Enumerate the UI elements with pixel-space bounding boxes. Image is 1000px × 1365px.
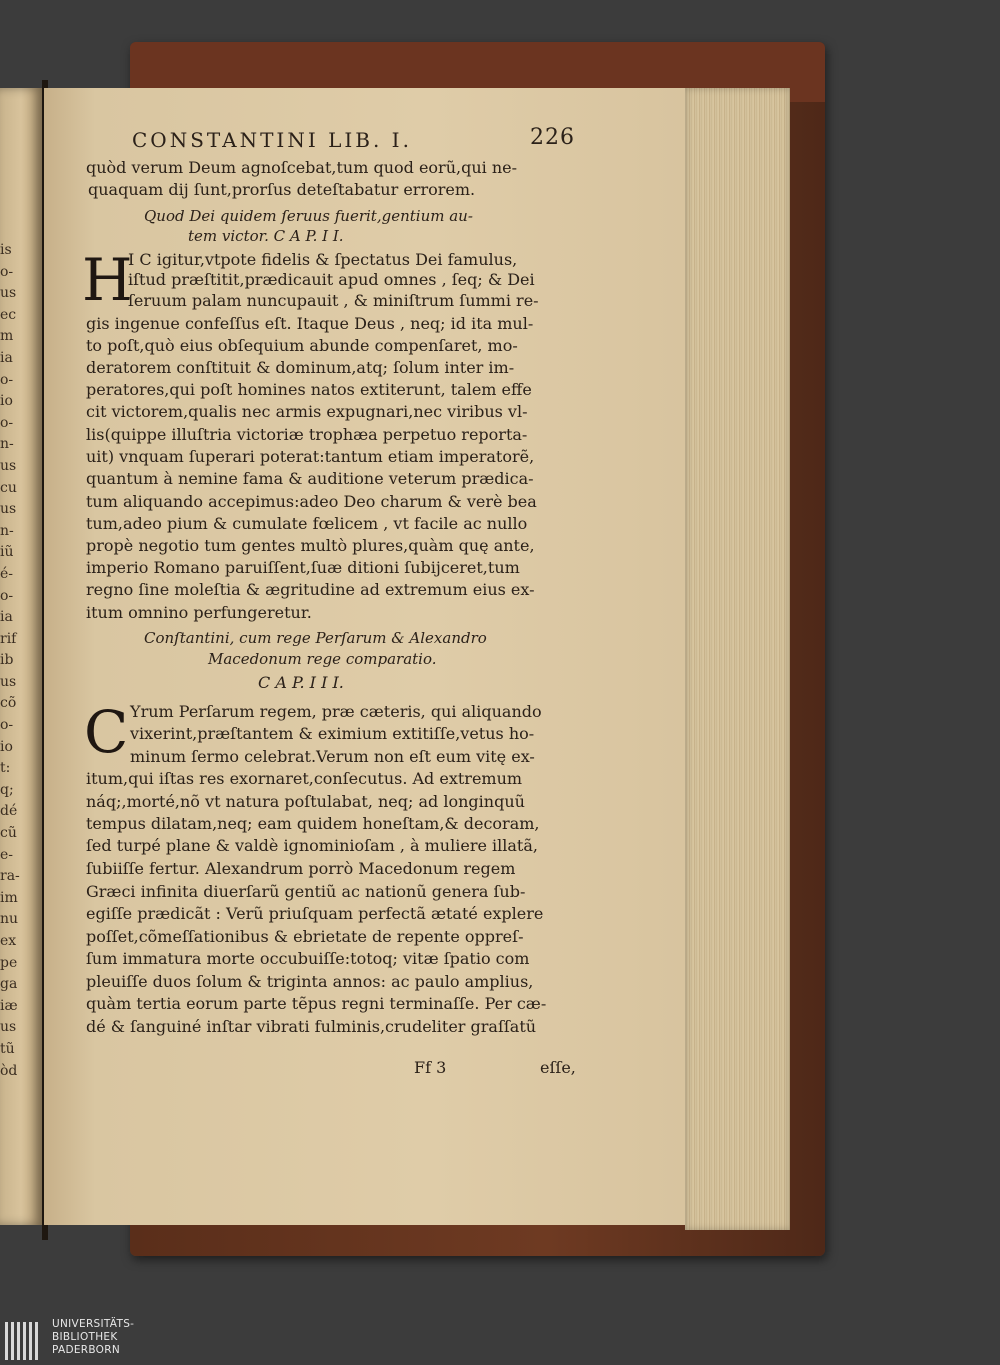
library-name-line: UNIVERSITÄTS-: [52, 1318, 135, 1330]
text-line: ſeruum palam nuncupauit , & miniſtrum ſummi re-: [128, 291, 539, 310]
text-line: C A P. I I I.: [258, 673, 344, 692]
left-page-fragment: cũ: [0, 825, 17, 842]
text-line: propè negotio tum gentes multò plures,quàm quę ante,: [86, 536, 535, 555]
library-logo-icon: [3, 1318, 45, 1363]
left-page-fragment: im: [0, 889, 18, 906]
left-page-fragment: òd: [0, 1062, 18, 1079]
text-line: quantum à nemine fama & auditione veterum prædica-: [86, 469, 534, 488]
text-line: itum,qui iſtas res exornaret,conſecutus. Ad extremum: [86, 769, 523, 788]
text-line: pleuiſſe duos ſolum & triginta annos: ac paulo amplius,: [86, 972, 534, 991]
text-line: deratorem conſtituit & dominum,atq; ſolum inter im-: [86, 358, 515, 377]
text-line: egiſſe prædicãt : Verũ priuſquam perfectã ætaté explere: [86, 904, 544, 923]
text-line: quòd verum Deum agnoſcebat,tum quod eorũ,qui ne-: [86, 158, 518, 177]
left-page-fragment: o-: [0, 717, 14, 734]
text-line: dé & ſanguiné inſtar vibrati fulminis,crudeliter graſſatũ: [86, 1017, 537, 1036]
left-page-fragment: iæ: [0, 997, 18, 1014]
left-page-fragment: ga: [0, 976, 18, 993]
text-line: tum aliquando accepimus:adeo Deo charum & verè bea: [86, 492, 537, 511]
text-line: poſſet,cõmeſſationibus & ebrietate de repente oppreſ-: [86, 927, 524, 946]
text-line: I C igitur,vtpote fidelis & ſpectatus Dei famulus,: [128, 250, 518, 269]
left-page-fragment: o-: [0, 263, 14, 280]
left-page-fragment: ia: [0, 349, 13, 366]
text-line: Quod Dei quidem ſeruus fuerit,gentium au-: [144, 207, 473, 225]
text-line: vixerint,præſtantem & eximium extitiſſe,vetus ho-: [130, 724, 535, 743]
left-page-fragment: io: [0, 738, 13, 755]
left-page-fragment: us: [0, 1019, 17, 1036]
text-line: iſtud præſtitit,prædicauit apud omnes , ſeq; & Dei: [128, 270, 535, 289]
left-page-fragment: o-: [0, 587, 14, 604]
text-line: Græci infinita diuerſarũ gentiũ ac nationũ genera ſub-: [86, 882, 526, 901]
text-line: itum omnino perfungeretur.: [86, 603, 312, 622]
page-edges: [685, 88, 790, 1230]
text-line: gis ingenue confeſſus eſt. Itaque Deus , neq; id ita mul-: [86, 314, 534, 333]
text-line: Macedonum rege comparatio.: [208, 650, 437, 668]
library-footer: [0, 1315, 1000, 1365]
left-page-fragment: ec: [0, 306, 17, 323]
drop-cap-c: C: [84, 698, 129, 766]
left-page-fragment: o-: [0, 414, 14, 431]
left-page-text-fragments: [0, 240, 38, 1082]
left-facing-page: [0, 88, 42, 1225]
text-line: ſubiiſſe fertur. Alexandrum porrò Macedonum regem: [86, 859, 516, 878]
left-page-fragment: n-: [0, 522, 14, 539]
left-page-fragment: ra-: [0, 868, 20, 885]
left-page-fragment: us: [0, 285, 17, 302]
left-page-fragment: rif: [0, 630, 17, 647]
left-page-fragment: io: [0, 393, 13, 410]
left-page-fragment: cõ: [0, 695, 17, 712]
left-page-fragment: iũ: [0, 544, 14, 561]
left-page-fragment: tũ: [0, 1040, 15, 1057]
left-page-fragment: e-: [0, 846, 14, 863]
library-name-line: PADERBORN: [52, 1344, 120, 1356]
text-line: to poſt,quò eius obſequium abunde compenſaret, mo-: [86, 336, 518, 355]
text-line: imperio Romano paruiſſent,ſuæ ditioni ſubijceret,tum: [86, 558, 520, 577]
left-page-fragment: m: [0, 328, 14, 345]
running-title: CONSTANTINI LIB. I.: [132, 128, 412, 152]
text-line: ſum immatura morte occubuiſſe:totoq; vitæ ſpatio com: [86, 949, 530, 968]
left-page-fragment: n-: [0, 436, 14, 453]
left-page-fragment: cu: [0, 479, 17, 496]
text-line: tum,adeo pium & cumulate fœlicem , vt facile ac nullo: [86, 514, 528, 533]
drop-cap-h: H: [82, 246, 133, 314]
left-page-fragment: us: [0, 457, 17, 474]
left-page-fragment: q;: [0, 781, 14, 798]
left-page-fragment: ex: [0, 933, 17, 949]
text-line: cit victorem,qualis nec armis expugnari,nec viribus vl-: [86, 402, 528, 421]
left-page-fragment: é-: [0, 565, 14, 582]
text-line: lis(quippe illuſtria victoriæ trophæa perpetuo reporta-: [86, 425, 528, 444]
text-line: Yrum Perſarum regem, præ cæteris, qui aliquando: [130, 702, 542, 721]
left-page-fragment: dé: [0, 803, 18, 820]
left-page-fragment: t:: [0, 760, 11, 777]
text-line: quaquam dij ſunt,prorſus deteſtabatur errorem.: [88, 180, 476, 199]
text-line: minum ſermo celebrat.Verum non eſt eum vitę ex-: [130, 747, 535, 766]
left-page-fragment: ia: [0, 609, 13, 626]
left-page-fragment: nu: [0, 911, 19, 928]
text-line: regno ſine moleſtia & ægritudine ad extremum eius ex-: [86, 580, 535, 599]
left-page-fragment: us: [0, 673, 17, 690]
text-line: náq;,morté,nõ vt natura poſtulabat, neq; ad longinquũ: [86, 792, 525, 811]
library-name: [52, 1318, 134, 1357]
left-page-fragment: is: [0, 242, 12, 258]
text-line: tempus dilatam,neq; eam quidem honeſtam,& decoram,: [86, 814, 540, 833]
page-number: 226: [530, 125, 575, 150]
signature-mark: Ff 3: [414, 1058, 447, 1077]
text-line: peratores,qui poſt homines natos extiterunt, talem effe: [86, 380, 532, 399]
text-line: tem victor. C A P. I I.: [188, 227, 344, 245]
text-line: uit) vnquam ſuperari poterat:tantum etiam imperatorẽ,: [86, 447, 535, 466]
catchword: eſſe,: [540, 1058, 576, 1077]
library-name-line: BIBLIOTHEK: [52, 1331, 118, 1343]
left-page-fragment: ib: [0, 652, 14, 669]
text-line: Conſtantini, cum rege Perſarum & Alexandro: [144, 629, 487, 647]
text-line: ſed turpé plane & valdè ignominioſam , à muliere illatã,: [86, 836, 538, 855]
left-page-fragment: us: [0, 501, 17, 518]
book-page: [44, 88, 685, 1225]
text-line: quàm tertia eorum parte tẽpus regni terminaſſe. Per cæ-: [86, 994, 547, 1013]
left-page-fragment: o-: [0, 371, 14, 388]
left-page-fragment: pe: [0, 954, 18, 971]
